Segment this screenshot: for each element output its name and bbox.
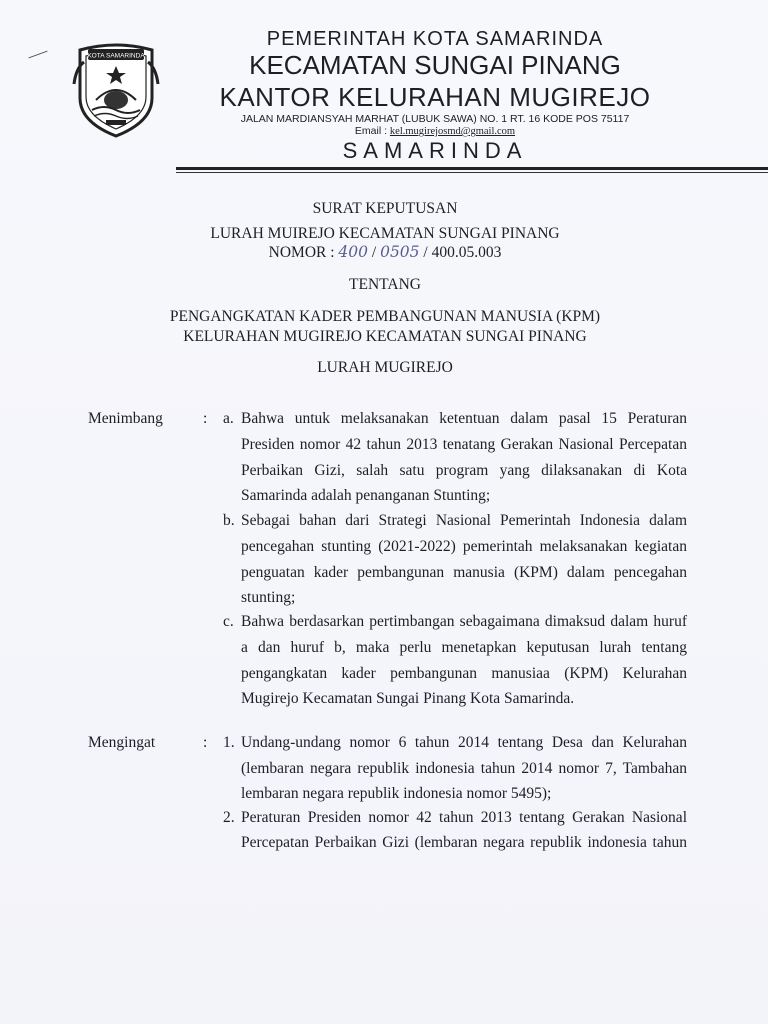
menimbang-b-line-3: penguatan kader pembangunan manusia (KPM) dalam pencegahan (241, 564, 687, 581)
menimbang-label: Menimbang (88, 410, 163, 427)
menimbang-colon: : (203, 410, 208, 427)
menimbang-c-line-3: pengangkatan kader pembangunan manusiaa (KPM) Kelurahan (241, 665, 687, 682)
letterhead-office: KANTOR KELURAHAN MUGIREJO (219, 82, 651, 112)
menimbang-a-line-4: Samarinda adalah penanganan Stunting; (241, 487, 491, 504)
mengingat-1-line-1: Undang-undang nomor 6 tahun 2014 tentang Desa dan Kelurahan (241, 734, 687, 751)
email-label: Email : (354, 125, 390, 137)
letterhead-rule-thin (176, 172, 768, 173)
mengingat-colon: : (203, 734, 208, 751)
scan-mark (28, 51, 47, 59)
menimbang-c-line-4: Mugirejo Kecamatan Sungai Pinang Kota Samarinda. (241, 690, 575, 707)
menimbang-c-line-1: Bahwa berdasarkan pertimbangan sebagaimana dimaksud dalam huruf (241, 613, 687, 630)
menimbang-c-line-2: a dan huruf b, maka perlu menetapkan keputusan lurah tentang (241, 639, 687, 656)
city-emblem-logo (70, 40, 162, 140)
menimbang-marker-a: a. (223, 410, 234, 427)
letterhead-city: SAMARINDA (342, 138, 528, 163)
mengingat-label: Mengingat (88, 734, 156, 751)
menimbang-a-line-2: Presiden nomor 42 tahun 2013 tenatang Gerakan Nasional Percepatan (241, 436, 687, 453)
official-title: LURAH MUGIREJO (317, 359, 453, 376)
letterhead-rule-thick (176, 167, 768, 170)
mengingat-1-line-3: lembaran negara republik indonesia nomor 5495); (241, 785, 552, 802)
logo-text: KOTA SAMARINDA (87, 52, 145, 60)
document-issuer: LURAH MUIREJO KECAMATAN SUNGAI PINANG (210, 225, 560, 242)
nomor-handwritten-1: 400 (338, 243, 369, 261)
menimbang-a-line-1: Bahwa untuk melaksanakan ketentuan dalam pasal 15 Peraturan (241, 410, 687, 427)
mengingat-1-line-2: (lembaran negara republik indonesia tahun 2014 nomor 7, Tambahan (241, 760, 687, 777)
letterhead-district: KECAMATAN SUNGAI PINANG (249, 50, 621, 80)
mengingat-marker-2: 2. (223, 809, 235, 826)
menimbang-b-line-4: stunting; (241, 589, 296, 606)
nomor-handwritten-2: 0505 (380, 243, 420, 261)
mengingat-marker-1: 1. (223, 734, 235, 751)
document-type: SURAT KEPUTUSAN (312, 200, 458, 217)
mengingat-2-line-1: Peraturan Presiden nomor 42 tahun 2013 tentang Gerakan Nasional (241, 809, 687, 826)
menimbang-marker-b: b. (223, 512, 235, 529)
email-link[interactable]: kel.mugirejosmd@gmail.com (389, 126, 516, 137)
menimbang-b-line-1: Sebagai bahan dari Strategi Nasional Pemerintah Indonesia dalam (241, 512, 687, 529)
menimbang-marker-c: c. (223, 613, 234, 630)
letterhead-address: JALAN MARDIANSYAH MARHAT (LUBUK SAWA) NO. 1 RT. 16 KODE POS 75117 (240, 113, 630, 125)
menimbang-b-line-2: pencegahan stunting (2021-2022) pemerintah melaksanakan kegiatan (241, 538, 687, 555)
tentang-heading: TENTANG (349, 276, 421, 293)
subject-line-1: PENGANGKATAN KADER PEMBANGUNAN MANUSIA (KPM) (169, 308, 601, 325)
letterhead-email (170, 125, 700, 137)
letterhead-government: PEMERINTAH KOTA SAMARINDA (266, 28, 604, 50)
mengingat-2-line-2: Percepatan Perbaikan Gizi (lembaran negara republik indonesia tahun (241, 834, 687, 851)
document-number: NOMOR : 400 / 0505 / 400.05.003 (268, 243, 502, 261)
subject-line-2: KELURAHAN MUGIREJO KECAMATAN SUNGAI PINANG (183, 328, 587, 345)
menimbang-a-line-3: Perbaikan Gizi, salah satu program yang dilaksanakan di Kota (241, 462, 687, 479)
